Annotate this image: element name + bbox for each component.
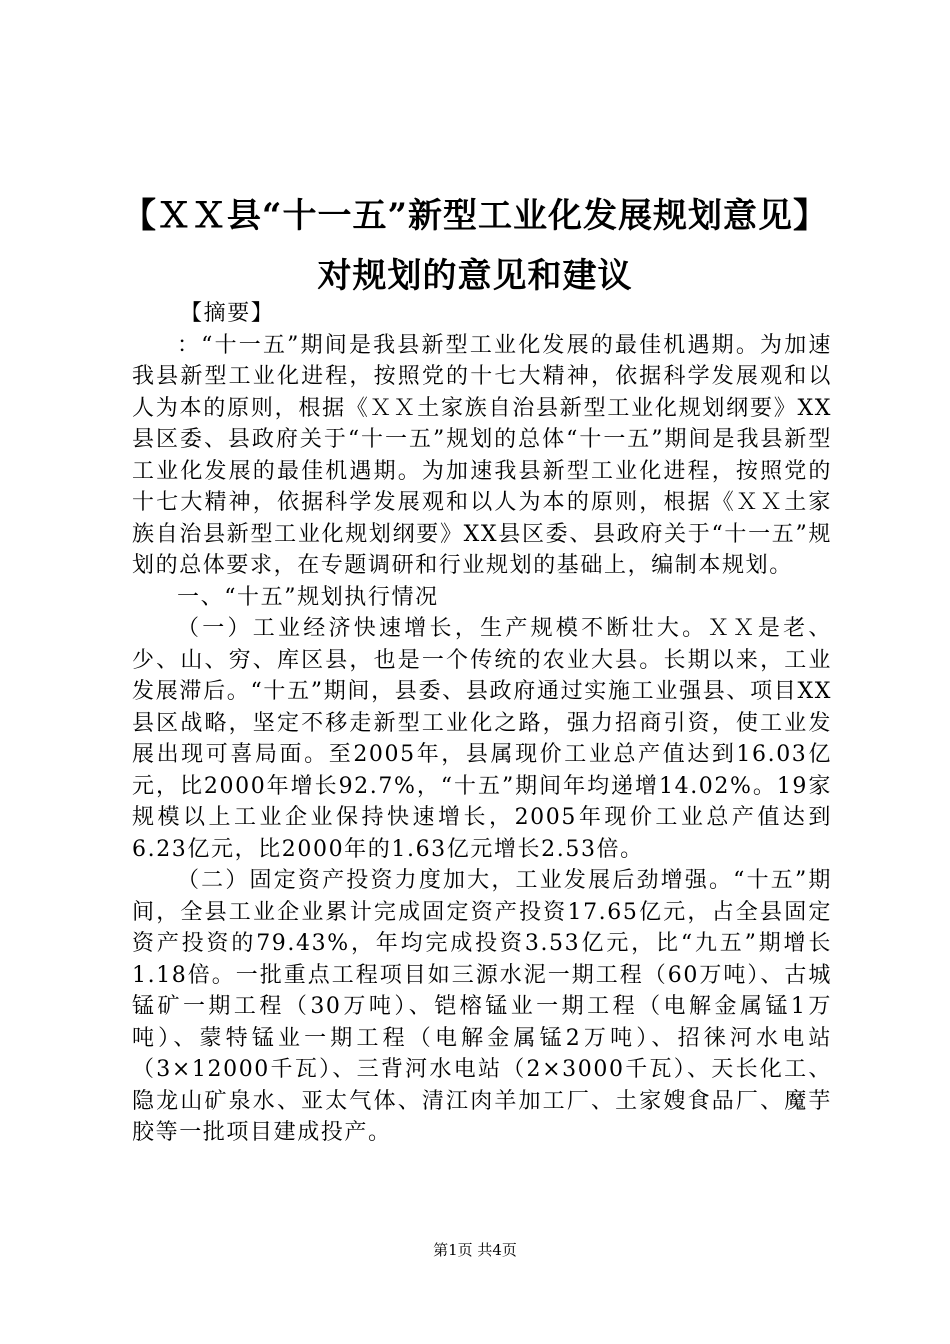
body-paragraph: （一）工业经济快速增长，生产规模不断壮大。ＸＸ是老、少、山、穷、库区县，也是一个传统的农业大县。长期以来，工业发展滞后。“十五”期间，县委、县政府通过实施工业强县、项目XX县区战略，坚定不移走新型工业化之路，强力招商引资，使工业发展出现可喜局面。至2005年，县属现价工业总产值达到16.03亿元，比2000年增长92.7%，“十五”期间年均递增14.02%。19家规模以上工业企业保持快速增长，2005年现价工业总产值达到6.23亿元，比2000年的1.63亿元增长2.53倍。 — [132, 616, 832, 862]
document-title: 【ＸＸ县“十一五”新型工业化发展规划意见】对规划的意见和建议 — [121, 196, 829, 296]
abstract-paragraph: ：“十一五”期间是我县新型工业化发展的最佳机遇期。为加速我县新型工业化进程，按照党的十七大精神，依据科学发展观和以人为本的原则，根据《ＸＸ土家族自治县新型工业化规划纲要》XX县区委、县政府关于“十一五”规划的总体“十一五”期间是我县新型工业化发展的最佳机遇期。为加速我县新型工业化进程，按照党的十七大精神，依据科学发展观和以人为本的原则，根据《ＸＸ土家族自治县新型工业化规划纲要》XX县区委、县政府关于“十一五”规划的总体要求，在专题调研和行业规划的基础上，编制本规划。 — [132, 332, 832, 578]
abstract-label: 【摘要】 — [180, 301, 275, 326]
body-paragraph: （二）固定资产投资力度加大，工业发展后劲增强。“十五”期间，全县工业企业累计完成固定资产投资17.65亿元，占全县固定资产投资的79.43%，年均完成投资3.53亿元，比“九五”期增长1.18倍。一批重点工程项目如三源水泥一期工程（60万吨）、古城锰矿一期工程（30万吨）、铠榕锰业一期工程（电解金属锰1万吨）、蒙特锰业一期工程（电解金属锰2万吨）、招徕河水电站（3×12000千瓦）、三背河水电站（2×3000千瓦）、天长化工、隐龙山矿泉水、亚太气体、清江肉羊加工厂、土家嫂食品厂、魔芋胶等一批项目建成投产。 — [132, 868, 832, 1145]
section-heading: 一、“十五”规划执行情况 — [177, 584, 439, 610]
document-body — [132, 298, 832, 1149]
page-footer: 第1页 共4页 — [433, 1241, 517, 1259]
